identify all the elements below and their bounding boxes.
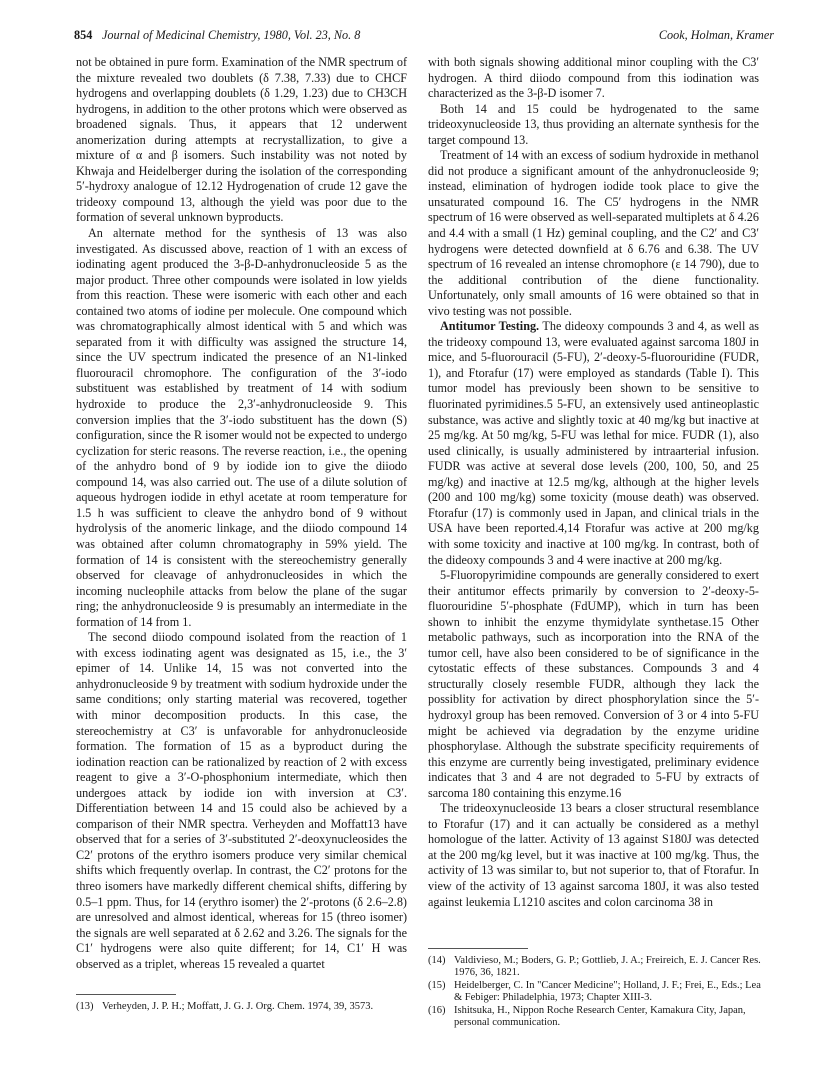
footnote-item (428, 955, 768, 980)
paragraph-continued: not be obtained in pure form. Examination of the NMR spectrum of the mixture revealed two doublets (δ 7.38, 7.33) due to CHCF hydrogens and overlapping doublets (δ 1.29, 1.23) due to CH3CH hydrogens, in addition to the other protons which were observed as broadened signals. Thus, it appears that 12 underwent anomerization during attempts at recrystallization, to give a mixture of α and β isomers. Such instability was not noted by Khwaja and Heidelberger during the isolation of the corresponding 5′-hydroxy analogue of 12.12 Hydrogenation of crude 12 gave the trideoxy compound 13, although the yield was poor due to the formation of several unknown byproducts. (76, 55, 407, 225)
journal-citation: Journal of Medicinal Chemistry, 1980, Vol. 23, No. 8 (102, 28, 361, 42)
paragraph-continued-right: with both signals showing additional minor coupling with the C3′ hydrogen. A third diiodo compound from this iodination was characterized as the 3-β-D isomer 7. (428, 55, 759, 101)
footnote-text: Heidelberger, C. In "Cancer Medicine"; Holland, J. F.; Frei, E., Eds.; Lea & Febiger: Philadelphia, 1973; Chapter XIII-3. (454, 979, 761, 1004)
footnote-divider-left (76, 994, 176, 995)
left-column (76, 55, 407, 972)
footnote-item (428, 1005, 768, 1030)
paragraph-alternate-method: An alternate method for the synthesis of 13 was also investigated. As discussed above, reaction of 1 with an excess of iodinating agent produced the 3-β-D-anhydronucleoside 5 as the major product. Three other compounds were isolated in low yields from this reaction. These were isomeric with each other and each contained two atoms of iodine per molecule. One compound which was chromatographically almost identical with 5 and which was separated from it with difficulty was assigned the structure 14, since the UV spectrum indicated the presence of an N1-linked fluorouracil chromophore. The configuration of the 3′-iodo substituent was established by treatment of 14 with sodium hydroxide to produce the 2,3′-anhydronucleoside 9. This conversion implies that the 3′-iodo substituent has the down (S) configuration, since the R isomer would not be expected to undergo cyclization for steric reasons. The reverse reaction, i.e., the opening of the anhydro bond of 9 by iodide ion to give the diiodo compound 14, was also carried out. The use of a dilute solution of aqueous hydrogen iodide in ethyl acetate at room temperature for 1.5 h was sufficient to cleave the anhydro bond of 9 without hydrolysis of the anomeric linkage, and the diiodo compound 14 was obtained after column chromatography in 59% yield. The formation of 14 is consistent with the stereochemistry generally observed for cleavage of anhydronucleosides in which the incoming nucleophile attacks from below the plane of the sugar ring; the anhydronucleoside 9 is presumably an intermediate in the formation of 14 from 1. (76, 226, 407, 629)
footnote-text: Ishitsuka, H., Nippon Roche Research Center, Kamakura City, Japan, personal communication. (454, 1004, 746, 1029)
footnote-number: (14) (428, 955, 446, 966)
footnote-number: (16) (428, 1004, 446, 1016)
antitumor-text: The dideoxy compounds 3 and 4, as well as the trideoxy compound 13, were evaluated against sarcoma 180J in mice, and 5-fluorouracil (5-FU), 2′-deoxy-5-fluorouridine (FUDR, 1), and Ftorafur (17) were employed as standards (Table I). This tumor model has previously been shown to be sensitive to fluorinated pyrimidines.5 5-FU, an extensively used antineoplastic substance, was active and slightly toxic at 40 mg/kg but inactive at 25 mg/kg. At 50 mg/kg, 5-FU was lethal for mice. FUDR (1), also used clinically, is usually administered by intraarterial infusion. FUDR was active at several dose levels (200, 100, 50, and 25 mg/kg) and inactive at 12.5 mg/kg, although at the higher levels (200 and 100 mg/kg) some toxicity (mouse death) was observed. Ftorafur (17) is commonly used in Japan, and clinical trials in the USA have been reported.4,14 Ftorafur was active at 200 mg/kg with some toxicity and inactive at 100 mg/kg. In contrast, both of the dideoxy compounds 3 and 4 were inactive at 200 mg/kg. (428, 319, 759, 567)
running-header (74, 28, 774, 46)
paragraph-second-diiodo: The second diiodo compound isolated from the reaction of 1 with excess iodinating agent was designated as 15, i.e., the 3′ epimer of 14. Unlike 14, 15 was not converted into the anhydronucleoside 9 by treatment with sodium hydroxide under the same conditions; only starting material was recovered, together with minor decomposition products. In this case, the stereochemistry at C3′ is unfavorable for anhydronucleoside formation. The formation of 15 as a byproduct during the iodination reaction can be rationalized by reaction of 2 with excess reagent to give a 3′-O-phosphonium intermediate, which then undergoes attack by iodide ion with inversion at C3′. Differentiation between 14 and 15 could also be achieved by a comparison of their NMR spectra. Verheyden and Moffatt13 have observed that for a series of 3′-substituted 2′-deoxynucleosides the C2′ protons of the erythro isomers produce very similar chemical shifts which frequently overlap. In contrast, the C2′ protons for the threo isomers have markedly different chemical shifts, differing by 0.5–1 ppm. Thus, for 14 (erythro isomer) the 2′-protons (δ 2.6–2.8) are unresolved and almost identical, whereas for 15 (threo isomer) the signals are well separated at δ 2.62 and 3.26. The signals for the C1′ hydrogens were also quite different; for 14, C1′ H was observed as a triplet, whereas 15 revealed a quartet (76, 630, 407, 971)
page-number: 854 (74, 28, 93, 42)
paragraph-treatment: Treatment of 14 with an excess of sodium hydroxide in methanol did not produce a significant amount of the anhydronucleoside 9; instead, elimination of hydrogen iodide took place to give the unsaturated compound 16. The C5′ hydrogens in the NMR spectrum of 16 were observed as well-separated multiplets at δ 4.26 and 4.4 with a small (1 Hz) geminal coupling, and the C2′ and C3′ hydrogens were detected downfield at δ 6.76 and 6.38. The UV spectrum of 16 revealed an intense chromophore (ε 14 790), due to the additional contribution of the diene functionality. Unfortunately, only small amounts of 16 were obtained so that in vivo testing was not possible. (428, 148, 759, 318)
footnote-text: Verheyden, J. P. H.; Moffatt, J. G. J. Org. Chem. 1974, 39, 3573. (102, 1001, 374, 1012)
running-authors: Cook, Holman, Kramer (658, 28, 774, 42)
footnote-divider-right (428, 948, 528, 949)
right-column (428, 55, 759, 910)
paragraph-hydrogenation: Both 14 and 15 could be hydrogenated to the same trideoxynucleoside 13, thus providing an alternate synthesis for the target compound 13. (428, 101, 759, 147)
footnote-number: (13) (76, 1001, 94, 1012)
footnotes-right (428, 955, 768, 1029)
paragraph-trideoxynucleoside: The trideoxynucleoside 13 bears a closer structural resemblance to Ftorafur (17) and it can actually be considered as a methyl homologue of the latter. Activity of 13 against S180J was detected at the 200 mg/kg level, but it was inactive at 100 mg/kg. Thus, the activity of 13 was similar to, but not superior to, that of Ftorafur. In view of the activity of 13 against sarcoma 180J, it was also tested against leukemia L1210 ascites and colon carcinoma 38 in (428, 801, 759, 909)
footnotes-left (76, 1001, 416, 1013)
section-heading: Antitumor Testing. (440, 319, 540, 334)
paragraph-fluoropyrimidine: 5-Fluoropyrimidine compounds are generally considered to exert their antitumor effects primarily by conversion to 2′-deoxy-5-fluorouridine 5′-phosphate (FdUMP), which in turn has been shown to inhibit the enzyme thymidylate synthetase.15 Other metabolic pathways, such as incorporation into the RNA of the tumor cell, have also been considered to be of significance in the cytostatic effects of these substances. Compounds 3 and 4 structurally closely resemble FUDR, although they lack the possiblity for activation by direct phosphorylation since the 5′-hydroxyl group has been removed. Conversion of 3 or 4 into 5-FU might be achieved via degradation by the enzyme uridine phosphorylase. Although the substrate specificity requirements of this enzyme are currently being investigated, preliminary evidence indicates that 3 and 4 are not degraded to 5-FU by extracts of sarcoma 180 containing this enzyme.16 (428, 568, 759, 800)
footnote-item (76, 1001, 416, 1013)
footnote-text: Valdivieso, M.; Boders, G. P.; Gottlieb, J. A.; Freireich, E. J. Cancer Res. 1976, 36, 1821. (454, 955, 761, 979)
footnote-item (428, 980, 768, 1005)
footnote-number: (15) (428, 979, 446, 991)
paragraph-antitumor (428, 319, 759, 568)
